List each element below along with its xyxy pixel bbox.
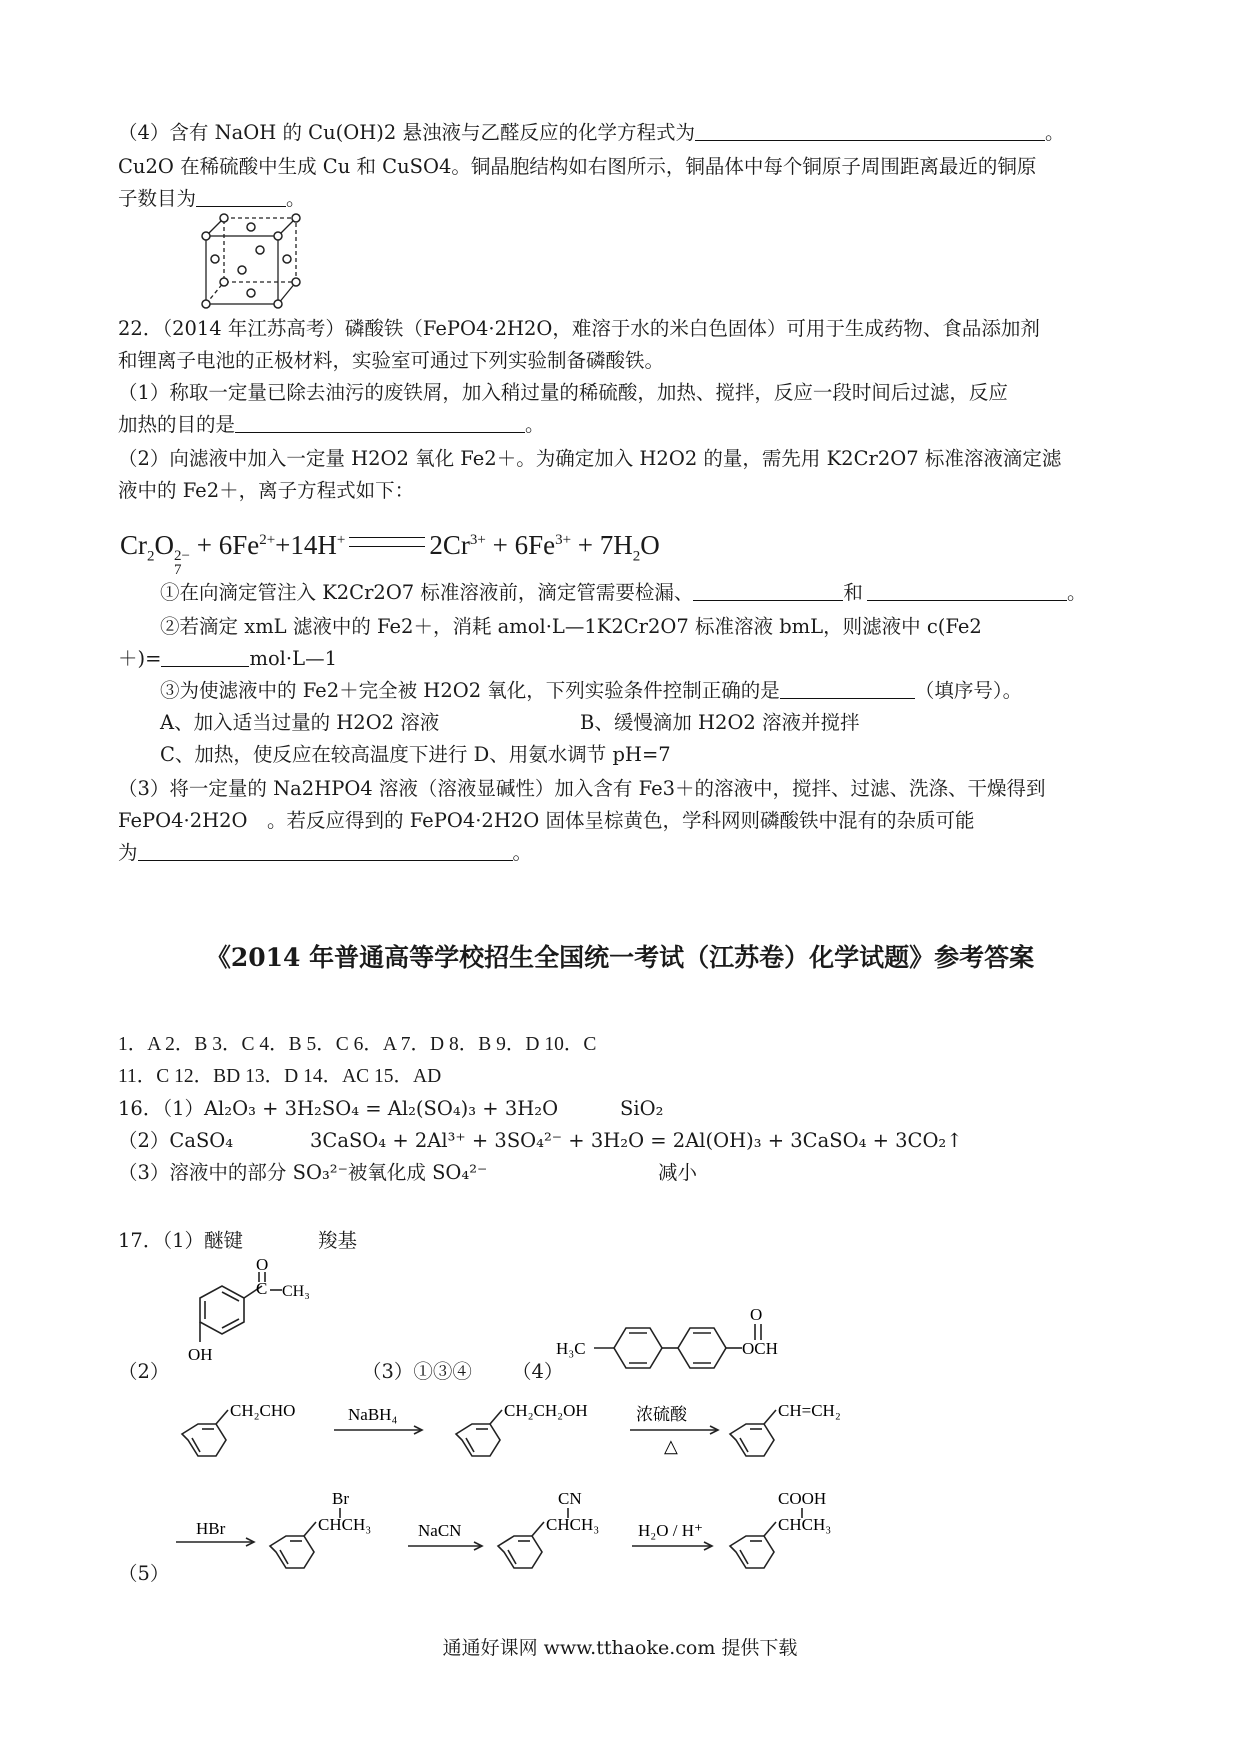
answer-key-title: 《2014 年普通高等学校招生全国统一考试（江苏卷）化学试题》参考答案 — [205, 943, 1035, 972]
answer-16-part1: 16．（1）Al₂O₃ + 3H₂SO₄ = Al₂(SO₄)₃ + 3H₂O — [118, 1097, 559, 1120]
svg-text:浓硫酸: 浓硫酸 — [636, 1405, 687, 1424]
structure-hydroxyacetophenone — [170, 1258, 310, 1378]
svg-text:H₂O / H⁺: H₂O / H⁺ — [638, 1521, 703, 1540]
synthesis-route-row1 — [170, 1386, 890, 1486]
q21-part4-line: （4）含有 NaOH 的 Cu(OH)2 悬浊液与乙醛反应的化学方程式为 。 — [118, 121, 1065, 144]
svg-text:OH: OH — [188, 1345, 213, 1364]
svg-text:COOH: COOH — [778, 1489, 827, 1508]
answer-16-part2: （2）CaSO₄ — [118, 1129, 234, 1152]
q22-part3-line1: （3）将一定量的 Na2HPO4 溶液（溶液显碱性）加入含有 Fe3＋的溶液中，搅拌、过滤、洗涤、干燥得到 — [118, 777, 1046, 800]
q22-option-cd: C、加热，使反应在较高温度下进行 D、用氨水调节 pH=7 — [160, 743, 671, 766]
svg-text:CHCH₃: CHCH₃ — [318, 1515, 372, 1534]
q22-part3-line2: FePO4·2H2O 。若反应得到的 FePO4·2H2O 固体呈棕黄色，学科网则磷酸铁中混有的杂质可能 — [118, 809, 975, 832]
svg-text:△: △ — [664, 1436, 678, 1456]
answer-16-part3-b: 减小 — [658, 1161, 698, 1184]
answer-17-part1: 17．（1）醚键 — [118, 1229, 243, 1252]
answer-17-part1-b: 羧基 — [318, 1229, 358, 1252]
equals-sign — [349, 537, 425, 547]
svg-text:O: O — [750, 1305, 763, 1324]
answer-17-part2: （2） — [118, 1360, 170, 1383]
structure-biphenyl-formate — [556, 1304, 826, 1384]
svg-text:CH₃: CH₃ — [282, 1283, 310, 1300]
svg-text:OCH: OCH — [742, 1339, 778, 1358]
copper-unit-cell-figure — [198, 212, 306, 312]
synthesis-route-row2 — [172, 1486, 892, 1586]
answer-17-part5: （5） — [118, 1562, 170, 1585]
q21-line3: 子数目为 。 — [118, 187, 306, 210]
svg-text:CH₂CH₂OH: CH₂CH₂OH — [504, 1401, 588, 1420]
q22-intro-1: 22．（2014 年江苏高考）磷酸铁（FePO4·2H2O，难溶于水的米白色固体）可用于生成药物、食品添加剂 — [118, 317, 1040, 340]
svg-text:O: O — [256, 1258, 269, 1274]
answer-blank[interactable] — [695, 120, 1045, 141]
q22-sub3: ③为使滤液中的 Fe2＋完全被 H2O2 氧化，下列实验条件控制正确的是 （填序号）。 — [160, 679, 1023, 702]
q22-part2-line1: （2）向滤液中加入一定量 H2O2 氧化 Fe2＋。为确定加入 H2O2 的量，需先用 K2Cr2O7 标准溶液滴定滤 — [118, 447, 1062, 470]
answer-blank[interactable] — [867, 580, 1067, 601]
svg-text:H₃C: H₃C — [556, 1339, 586, 1358]
svg-text:Br: Br — [332, 1489, 349, 1508]
answer-blank[interactable] — [693, 580, 843, 601]
ionic-equation: $Cr_2O$ 2− 7 + $6Fe^{2+}+14H^+$ $2Cr^{3+} + 6Fe^{3+} + 7H_2O$ — [120, 530, 660, 578]
q22-option-a: A、加入适当过量的 H2O2 溶液 — [160, 711, 440, 734]
q22-part3-line3: 为 。 — [118, 841, 533, 864]
answers-row-2: 11．C 12．BD 13．D 14．AC 15．AD — [118, 1066, 442, 1087]
answer-16-part3: （3）溶液中的部分 SO₃²⁻被氧化成 SO₄²⁻ — [118, 1161, 488, 1184]
svg-text:CHCH₃: CHCH₃ — [546, 1515, 600, 1534]
answer-blank[interactable] — [161, 646, 249, 667]
answer-17-part3: （3）①③④ — [362, 1360, 472, 1383]
answer-blank[interactable] — [138, 840, 513, 861]
svg-text:C: C — [256, 1279, 268, 1298]
q22-intro-2: 和锂离子电池的正极材料，实验室可通过下列实验制备磷酸铁。 — [118, 349, 665, 372]
svg-text:HBr: HBr — [196, 1519, 226, 1538]
svg-text:CHCH₃: CHCH₃ — [778, 1515, 832, 1534]
answer-blank[interactable] — [235, 412, 525, 433]
svg-text:NaBH₄: NaBH₄ — [348, 1405, 398, 1424]
svg-text:CN: CN — [558, 1489, 582, 1508]
q22-sub2-line2: ＋)= mol·L—1 — [118, 647, 337, 670]
answer-17-part4: （4） — [512, 1360, 564, 1383]
svg-text:CH₂CHO: CH₂CHO — [230, 1401, 296, 1420]
footer-source: 通通好课网 www.tthaoke.com 提供下载 — [442, 1637, 798, 1659]
answer-blank[interactable] — [196, 186, 286, 207]
answer-16-part2-b: 3CaSO₄ + 2Al³⁺ + 3SO₄²⁻ + 3H₂O = 2Al(OH)₃ + 3CaSO₄ + 3CO₂↑ — [310, 1129, 963, 1152]
q21-line2: Cu2O 在稀硫酸中生成 Cu 和 CuSO4。铜晶胞结构如右图所示，铜晶体中每个铜原子周围距离最近的铜原 — [118, 155, 1037, 178]
q22-part1-line1: （1）称取一定量已除去油污的废铁屑，加入稍过量的稀硫酸，加热、搅拌，反应一段时间后过滤，反应 — [118, 381, 1008, 404]
q22-sub1: ①在向滴定管注入 K2Cr2O7 标准溶液前，滴定管需要检漏、 和 。 — [160, 581, 1087, 604]
answers-row-1: 1．A 2．B 3．C 4．B 5．C 6．A 7．D 8．B 9．D 10．C — [118, 1034, 597, 1055]
answer-blank[interactable] — [780, 678, 915, 699]
answer-16-part1-b: SiO₂ — [620, 1097, 664, 1120]
svg-text:NaCN: NaCN — [418, 1521, 462, 1540]
q22-sub2-line1: ②若滴定 xmL 滤液中的 Fe2＋，消耗 amol·L—1K2Cr2O7 标准溶液 bmL，则滤液中 c(Fe2 — [160, 615, 982, 638]
q22-part2-line2: 液中的 Fe2＋，离子方程式如下： — [118, 479, 415, 502]
q22-option-b: B、缓慢滴加 H2O2 溶液并搅拌 — [580, 711, 860, 734]
svg-text:CH=CH₂: CH=CH₂ — [778, 1401, 841, 1420]
q22-part1-line2: 加热的目的是 。 — [118, 413, 545, 436]
